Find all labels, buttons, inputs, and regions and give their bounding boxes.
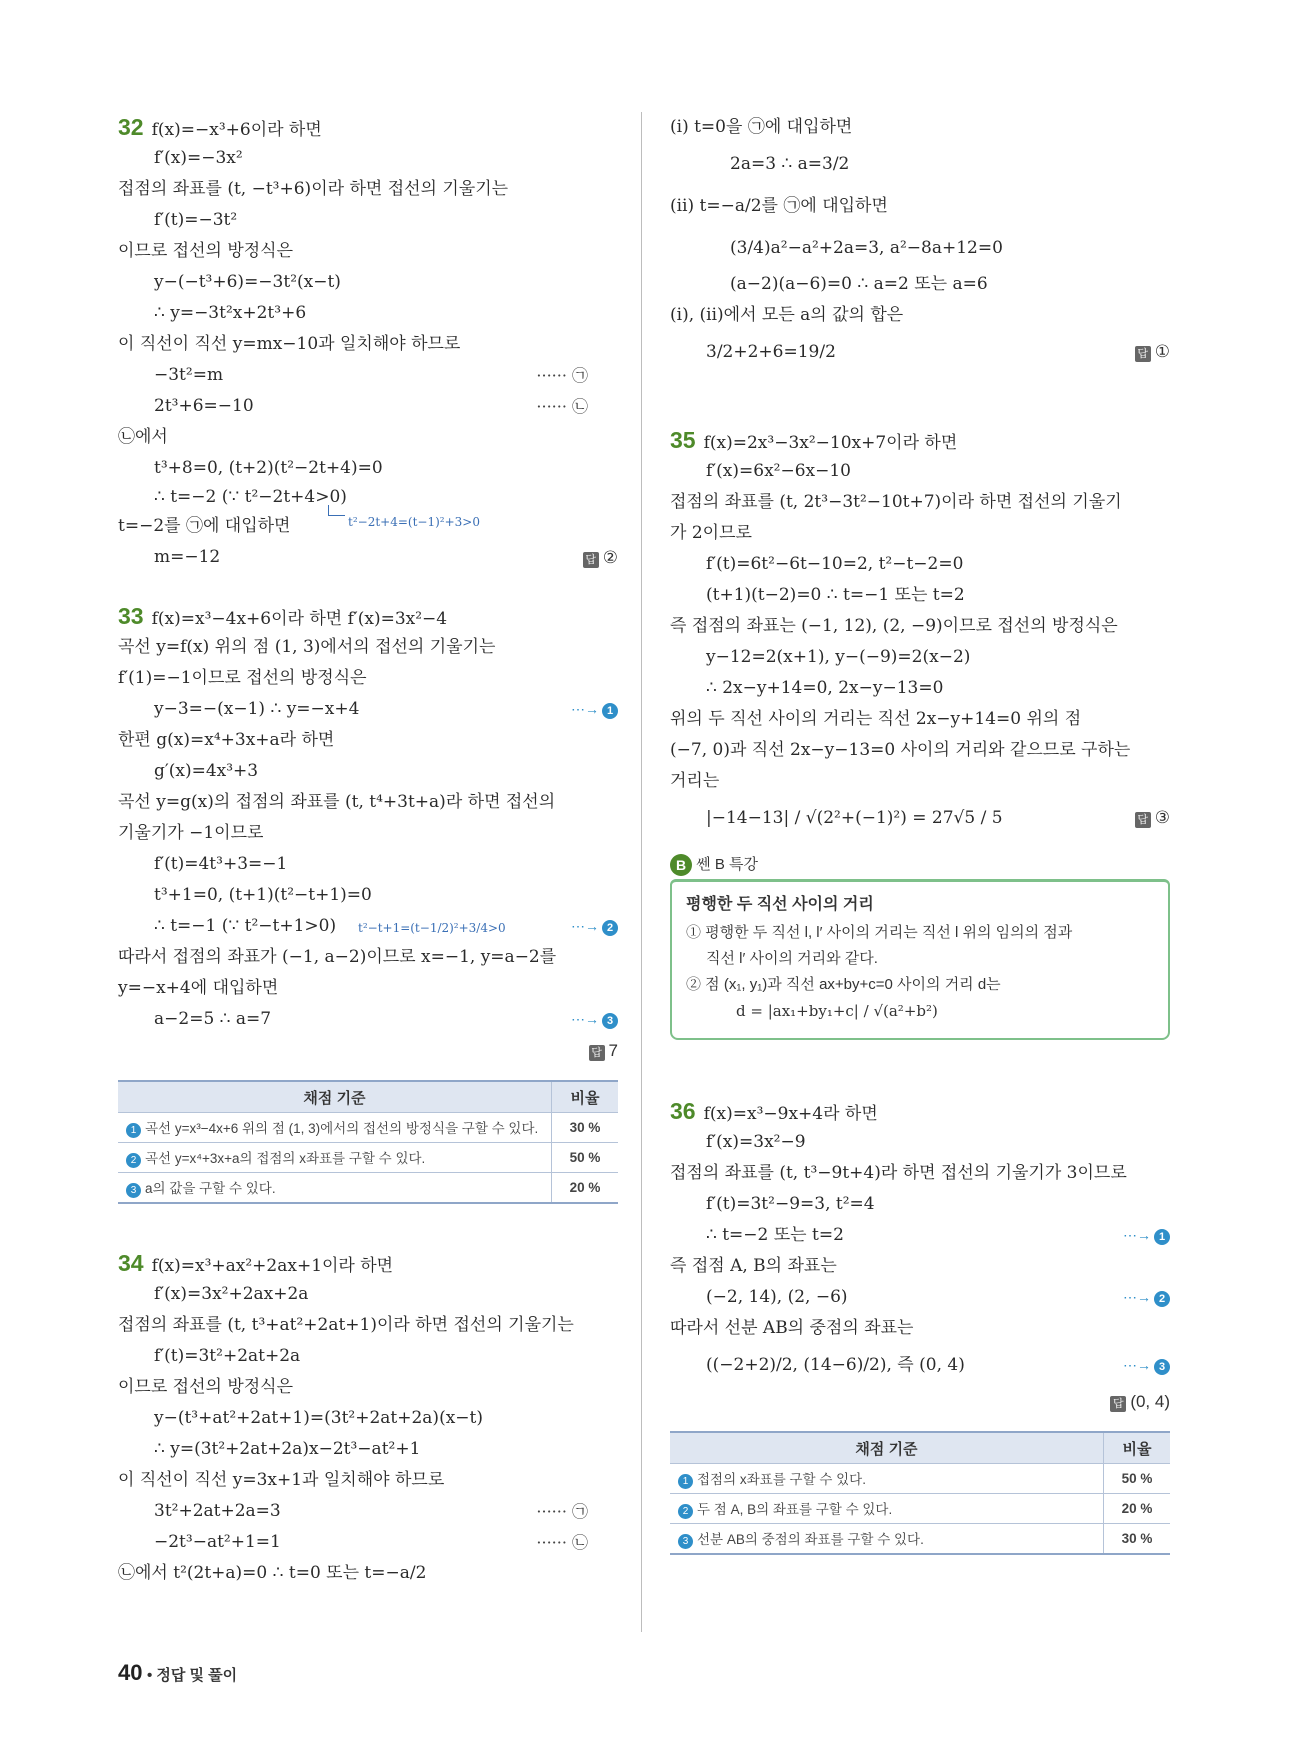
solution-line: f′(1)=−1이므로 접선의 방정식은 (118, 668, 367, 688)
solution-line: 이 직선이 직선 y=3x+1과 일치해야 하므로 (118, 1470, 445, 1490)
right-column (670, 112, 1170, 1555)
tip-line: ① 평행한 두 직선 l, l′ 사이의 거리는 직선 l 위의 임의의 점과 (686, 924, 1073, 941)
problem-34 (118, 1248, 618, 1589)
solution-line: f(x)=x³−9x+4라 하면 (703, 1104, 878, 1124)
solution-line: y−12=2(x+1), y−(−9)=2(x−2) (706, 647, 971, 667)
table-row: 2 두 점 A, B의 좌표를 구할 수 있다. 20 % (670, 1494, 1170, 1524)
solution-line: f′(x)=6x²−6x−10 (706, 461, 851, 481)
solution-line: (−2, 14), (2, −6) (706, 1287, 848, 1307)
solution-line: m=−12 (154, 547, 221, 567)
solution-line: 접점의 좌표를 (t, t³+at²+2at+1)이라 하면 접선의 기울기는 (118, 1315, 574, 1335)
problem-number: 34 (118, 1250, 144, 1276)
solution-line: (−7, 0)과 직선 2x−y−13=0 사이의 거리와 같으므로 구하는 (670, 740, 1131, 760)
tip-line: 직선 l′ 사이의 거리와 같다. (706, 950, 878, 967)
equation: 2t³+6=−10 (154, 396, 254, 416)
problem-number: 32 (118, 114, 144, 140)
equation-marker: ······ ㉡ (536, 1533, 588, 1552)
problem-32 (118, 112, 618, 573)
tip-formula: d = |ax₁+by₁+c| / √(a²+b²) (736, 1002, 938, 1020)
solution-line: y−(−t³+6)=−3t²(x−t) (154, 272, 341, 292)
solution-line: (ⅰ) t=0을 ㉠에 대입하면 (670, 117, 853, 137)
page-number: 40 (118, 1660, 143, 1685)
solution-line: f′(t)=6t²−6t−10=2, t²−t−2=0 (706, 554, 964, 574)
table-header-rate: 비율 (552, 1081, 619, 1113)
table-row: 3 a의 값을 구할 수 있다. 20 % (118, 1173, 618, 1204)
solution-line: 접점의 좌표를 (t, t³−9t+4)라 하면 접선의 기울기가 3이므로 (670, 1163, 1127, 1183)
problem-number: 33 (118, 603, 144, 629)
answer-badge: 답 ① (1135, 331, 1170, 373)
tip-section (670, 853, 1170, 1040)
answer-icon: 답 (589, 1045, 605, 1061)
solution-line: 따라서 접점의 좌표가 (−1, a−2)이므로 x=−1, y=a−2를 (118, 947, 557, 967)
solution-line: f(x)=x³−4x+6이라 하면 f′(x)=3x²−4 (151, 609, 448, 629)
solution-line: y=−x+4에 대입하면 (118, 978, 279, 998)
solution-line: f′(t)=3t²+2at+2a (154, 1346, 301, 1366)
solution-line: ㉡에서 (118, 427, 168, 447)
solution-line: f′(x)=−3x² (154, 148, 243, 168)
table-header-criteria: 채점 기준 (670, 1432, 1104, 1464)
solution-line: 이 직선이 직선 y=mx−10과 일치해야 하므로 (118, 334, 461, 354)
solution-line: 접점의 좌표를 (t, 2t³−3t²−10t+7)이라 하면 접선의 기울기 (670, 492, 1122, 512)
solution-line: f′(t)=3t²−9=3, t²=4 (706, 1194, 875, 1214)
tip-heading: 쎈 B 특강 (696, 856, 758, 873)
solution-line: ((−2+2)/2, (14−6)/2), 즉 (0, 4) (706, 1355, 965, 1375)
solution-line: f′(x)=3x²+2ax+2a (154, 1284, 309, 1304)
tip-title: 평행한 두 직선 사이의 거리 (686, 896, 874, 913)
scoring-table (670, 1431, 1170, 1555)
solution-line: (t+1)(t−2)=0 ∴ t=−1 또는 t=2 (706, 585, 965, 605)
solution-line: 따라서 선분 AB의 중점의 좌표는 (670, 1318, 914, 1338)
solution-line: f(x)=−x³+6이라 하면 (151, 120, 322, 140)
answer-icon: 답 (583, 552, 599, 568)
solution-line: ∴ t=−1 (∵ t²−t+1>0) (154, 916, 337, 936)
table-row: 3 선분 AB의 중점의 좌표를 구할 수 있다. 30 % (670, 1524, 1170, 1555)
solution-line: f(x)=2x³−3x²−10x+7이라 하면 (703, 433, 958, 453)
tip-line: ② 점 (x₁, y₁)과 직선 ax+by+c=0 사이의 거리 d는 (686, 976, 1001, 993)
footer-label: • 정답 및 풀이 (146, 1667, 238, 1684)
solution-line: (ⅰ), (ⅱ)에서 모든 a의 값의 합은 (670, 305, 904, 325)
step-marker-3: ⋯→ 3 (571, 1004, 618, 1035)
solution-line: 즉 접점의 좌표는 (−1, 12), (2, −9)이므로 접선의 방정식은 (670, 616, 1118, 636)
column-divider (641, 112, 642, 1632)
solution-line: (a−2)(a−6)=0 ∴ a=2 또는 a=6 (730, 274, 988, 294)
solution-line: 위의 두 직선 사이의 거리는 직선 2x−y+14=0 위의 점 (670, 709, 1082, 729)
equation-marker: ······ ㉠ (536, 1502, 588, 1521)
solution-line: g′(x)=4x³+3 (154, 761, 259, 781)
table-header-rate: 비율 (1104, 1432, 1171, 1464)
solution-line: ∴ 2x−y+14=0, 2x−y−13=0 (706, 678, 944, 698)
step-marker-3: ⋯→ 3 (1123, 1344, 1170, 1386)
answer-icon: 답 (1110, 1396, 1126, 1412)
solution-line: (ⅱ) t=−a/2를 ㉠에 대입하면 (670, 196, 888, 216)
solution-line: |−14−13| / √(2²+(−1)²) = 27√5 / 5 (706, 808, 1003, 828)
solution-line: 곡선 y=g(x)의 접점의 좌표를 (t, t⁴+3t+a)라 하면 접선의 (118, 792, 556, 812)
answer-badge: 답 ③ (1135, 797, 1170, 839)
solution-line: f′(x)=3x²−9 (706, 1132, 806, 1152)
scoring-table (118, 1080, 618, 1204)
problem-number: 36 (670, 1098, 696, 1124)
solution-line: y−(t³+at²+2at+1)=(3t²+2at+2a)(x−t) (154, 1408, 483, 1428)
equation: −2t³−at²+1=1 (154, 1532, 281, 1552)
problem-36 (670, 1096, 1170, 1555)
note-bracket (328, 505, 345, 516)
solution-line: t³+8=0, (t+2)(t²−2t+4)=0 (154, 458, 383, 478)
answer-icon: 답 (1135, 346, 1151, 362)
table-header-criteria: 채점 기준 (118, 1081, 552, 1113)
solution-line: 기울기가 −1이므로 (118, 823, 264, 843)
solution-line: f(x)=x³+ax²+2ax+1이라 하면 (151, 1256, 394, 1276)
solution-line: t³+1=0, (t+1)(t²−t+1)=0 (154, 885, 372, 905)
solution-line: t=−2를 ㉠에 대입하면 (118, 516, 291, 536)
b-logo-icon: B (670, 854, 692, 876)
solution-line: 즉 접점 A, B의 좌표는 (670, 1256, 837, 1276)
solution-line: f′(t)=−3t² (154, 210, 238, 230)
solution-line: ㉡에서 t²(2t+a)=0 ∴ t=0 또는 t=−a/2 (118, 1563, 427, 1583)
table-row: 2 곡선 y=x⁴+3x+a의 접점의 x좌표를 구할 수 있다. 50 % (118, 1143, 618, 1173)
side-note: t²−2t+4=(t−1)²+3>0 (348, 515, 480, 529)
table-row: 1 곡선 y=x³−4x+6 위의 점 (1, 3)에서의 접선의 방정식을 구할 수 있다. 30 % (118, 1113, 618, 1143)
solution-line: 3/2+2+6=19/2 (706, 342, 836, 362)
solution-line: 이므로 접선의 방정식은 (118, 241, 294, 261)
answer-icon: 답 (1135, 812, 1151, 828)
solution-line: 가 2이므로 (670, 523, 752, 543)
problem-33 (118, 601, 618, 1204)
solution-line: (3/4)a²−a²+2a=3, a²−8a+12=0 (730, 238, 1003, 258)
step-marker-2: ⋯→ 2 (571, 911, 618, 942)
solution-line: 접점의 좌표를 (t, −t³+6)이라 하면 접선의 기울기는 (118, 179, 509, 199)
solution-line: ∴ t=−2 (∵ t²−2t+4>0) (154, 487, 347, 507)
table-row: 1 접점의 x좌표를 구할 수 있다. 50 % (670, 1464, 1170, 1494)
problem-34-continued (670, 112, 1170, 373)
problem-35 (670, 425, 1170, 839)
solution-line: a−2=5 ∴ a=7 (154, 1009, 272, 1029)
solution-line: f′(t)=4t³+3=−1 (154, 854, 288, 874)
solution-line: ∴ y=−3t²x+2t³+6 (154, 303, 307, 323)
page-footer (118, 1660, 237, 1686)
equation-marker: ······ ㉠ (536, 366, 588, 385)
solution-line: ∴ t=−2 또는 t=2 (706, 1225, 844, 1245)
solution-line: 한편 g(x)=x⁴+3x+a라 하면 (118, 730, 335, 750)
solution-line: y−3=−(x−1) ∴ y=−x+4 (154, 699, 360, 719)
step-marker-1: ⋯→ 1 (571, 694, 618, 725)
left-column (118, 112, 618, 1589)
equation-marker: ······ ㉡ (536, 397, 588, 416)
equation: 3t²+2at+2a=3 (154, 1501, 281, 1521)
equation: −3t²=m (154, 365, 224, 385)
solution-line: 이므로 접선의 방정식은 (118, 1377, 294, 1397)
solution-line: ∴ y=(3t²+2at+2a)x−2t³−at²+1 (154, 1439, 421, 1459)
side-note: t²−t+1=(t−1/2)²+3/4>0 (358, 921, 506, 935)
solution-line: 곡선 y=f(x) 위의 점 (1, 3)에서의 접선의 기울기는 (118, 637, 496, 657)
solution-line: 거리는 (670, 771, 720, 791)
step-marker-2: ⋯→ 2 (1123, 1282, 1170, 1313)
step-marker-1: ⋯→ 1 (1123, 1220, 1170, 1251)
solution-line: 2a=3 ∴ a=3/2 (730, 154, 850, 174)
answer-badge: 답 ② (583, 542, 618, 573)
answer-badge: 답 7 (589, 1035, 618, 1066)
problem-number: 35 (670, 427, 696, 453)
answer-badge: 답 (0, 4) (1110, 1386, 1170, 1417)
tip-box (670, 879, 1170, 1040)
